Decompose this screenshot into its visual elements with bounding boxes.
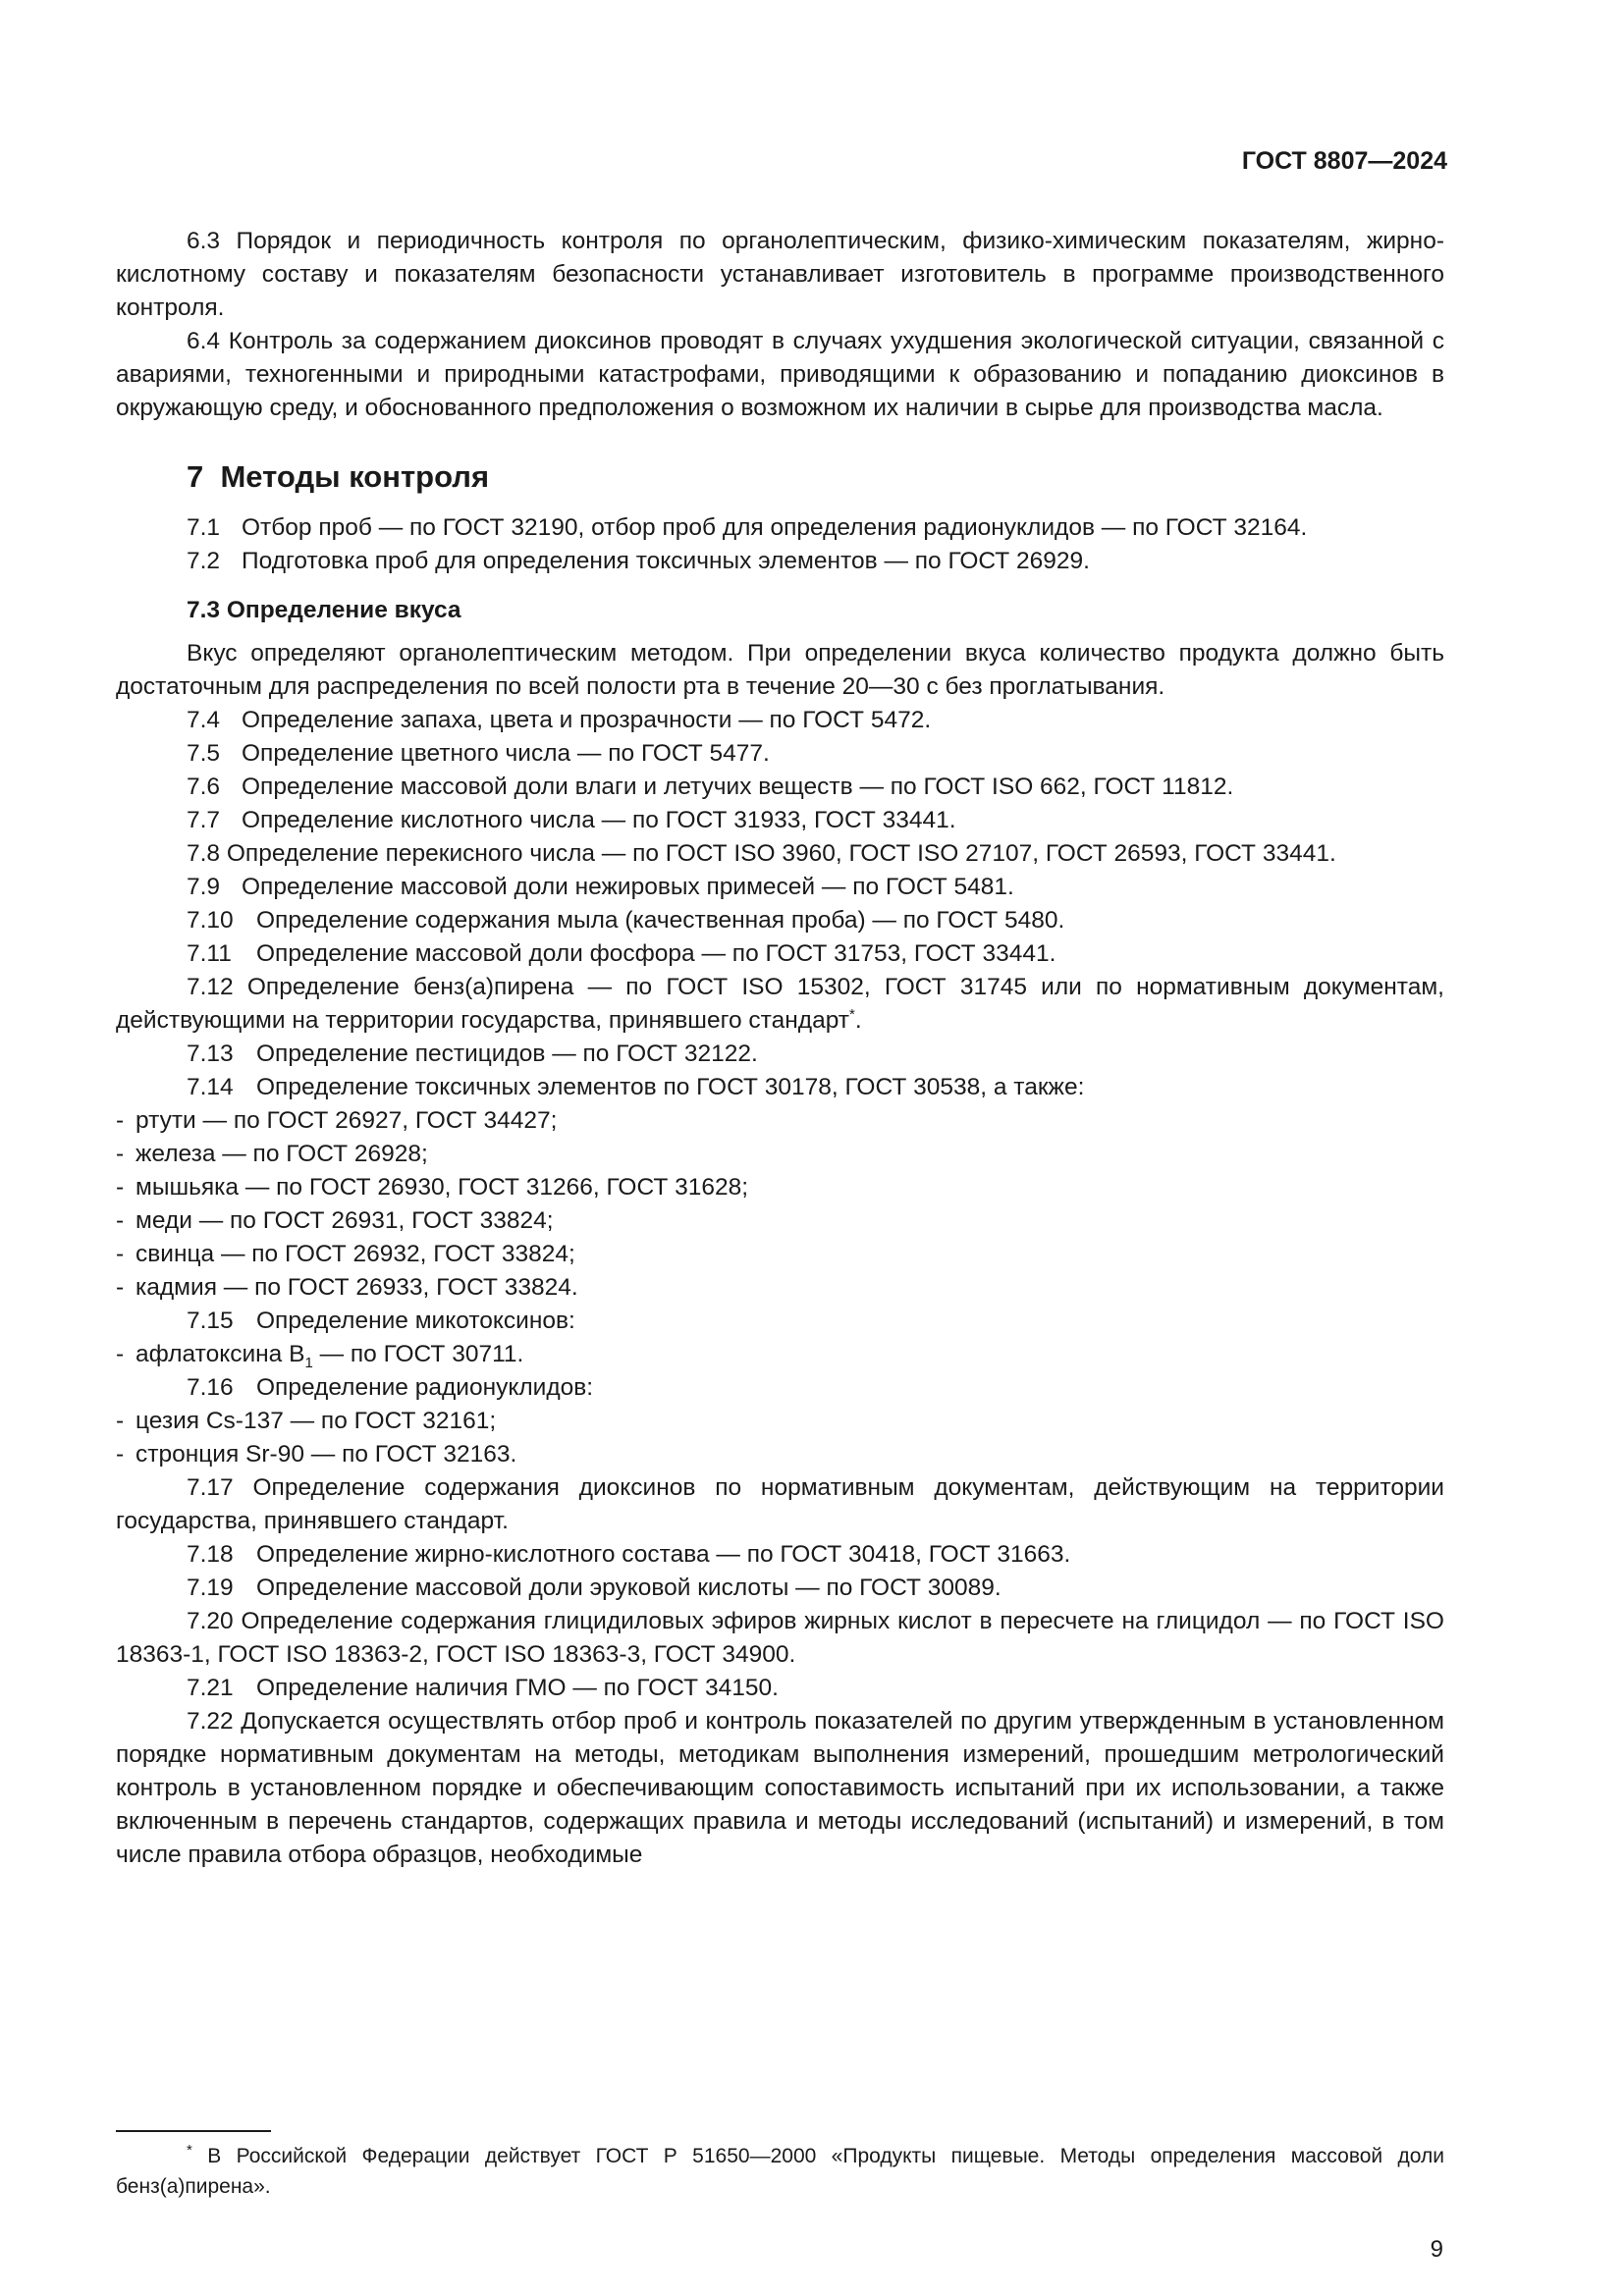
footnote-divider: [116, 2130, 271, 2132]
clause-7-8: 7.8 Определение перекисного числа — по ГОСТ ISO 3960, ГОСТ ISO 27107, ГОСТ 26593, ГОСТ 33441.: [187, 840, 1336, 867]
taste-paragraph: Вкус определяют органолептическим методом. При определении вкуса количество продукта должно быть достаточным для распределения по всей полости рта в течение 20—30 с без проглатывания.: [116, 640, 1444, 700]
section-title: Методы контроля: [220, 459, 490, 494]
clause-7-2: [116, 545, 1444, 578]
clause-7-6: [116, 771, 1444, 804]
clause-number: 7.4: [187, 707, 221, 733]
footnote-text: В Российской Федерации действует ГОСТ Р 51650—2000 «Продукты пищевые. Методы определения массовой доли бенз(а)пирена».: [116, 2145, 1444, 2198]
footnote-mark: *: [849, 1005, 855, 1023]
clause-7-9: [116, 871, 1444, 904]
section-heading: [187, 457, 1444, 497]
paragraph-6-3: 6.3 Порядок и периодичность контроля по органолептическим, физико-химическим показателям, жирно-кислотному составу и показателям безопасности устанавливает изготовитель в программе производственного контроля.: [116, 228, 1444, 321]
clause-number: 7.11: [187, 940, 232, 967]
clause-number: 7.13: [187, 1041, 234, 1067]
clause-text: Определение токсичных элементов по ГОСТ 30178, ГОСТ 30538, а также:: [256, 1074, 1085, 1100]
clause-number: 7.7: [187, 807, 221, 833]
body-text: [116, 225, 1444, 1872]
clause-7-20: 7.20 Определение содержания глицидиловых эфиров жирных кислот в пересчете на глицидол — по ГОСТ ISO 18363-1, ГОСТ ISO 18363-2, ГОСТ ISO 18363-3, ГОСТ 34900.: [116, 1608, 1444, 1668]
section-number: 7: [187, 459, 204, 494]
subsection-heading: 7.3 Определение вкуса: [187, 597, 461, 623]
clause-text: Определение кислотного числа — по ГОСТ 31933, ГОСТ 33441.: [242, 807, 956, 833]
clause-number: 7.19: [187, 1575, 234, 1601]
standard-designation: ГОСТ 8807—2024: [1241, 147, 1447, 175]
clause-7-7: [116, 804, 1444, 837]
clause-7-15: [116, 1305, 1444, 1338]
list-item: - кадмия — по ГОСТ 26933, ГОСТ 33824.: [116, 1274, 578, 1301]
footnote-mark: *: [187, 2142, 192, 2159]
clause-7-14: [116, 1071, 1444, 1104]
clause-text: Определение массовой доли фосфора — по ГОСТ 31753, ГОСТ 33441.: [256, 940, 1056, 967]
page-number: 9: [1430, 2236, 1443, 2263]
list-item: - свинца — по ГОСТ 26932, ГОСТ 33824;: [116, 1241, 575, 1267]
list-item: - цезия Cs-137 — по ГОСТ 32161;: [116, 1408, 497, 1434]
clause-text: Определение запаха, цвета и прозрачности — по ГОСТ 5472.: [242, 707, 932, 733]
clause-number: 7.18: [187, 1541, 234, 1568]
clause-number: 7.15: [187, 1308, 234, 1334]
list-item: - афлатоксина $B_1$ — по ГОСТ 30711.: [116, 1341, 524, 1371]
clause-7-5: [116, 737, 1444, 771]
paragraph-6-4: 6.4 Контроль за содержанием диоксинов проводят в случаях ухудшения экологической ситуации, связанной с авариями, техногенными и природными катастрофами, приводящими к образованию и попаданию диоксинов в окружающую среду, и обоснованного предположения о возможном их наличии в сырье для производства масла.: [116, 328, 1444, 421]
clause-number: 7.9: [187, 874, 221, 900]
clause-7-22: 7.22 Допускается осуществлять отбор проб и контроль показателей по другим утвержденным в установленном порядке нормативным документам на методы, методикам выполнения измерений, прошедшим метрологический контроль в установленном порядке и обеспечивающим сопоставимость испытаний при их использовании, а также включенным в перечень стандартов, содержащих правила и методы исследований (испытаний) и измерений, в том числе правила отбора образцов, необходимые: [116, 1708, 1444, 1868]
clause-number: 7.6: [187, 774, 221, 800]
clause-number: 7.2: [187, 548, 221, 574]
clause-7-12: [116, 971, 1444, 1038]
clause-7-10: [116, 904, 1444, 937]
list-item: - стронция Sr-90 — по ГОСТ 32163.: [116, 1441, 517, 1468]
clause-number: 7.16: [187, 1374, 234, 1401]
list-item: - железа — по ГОСТ 26928;: [116, 1141, 428, 1167]
clause-text: Подготовка проб для определения токсичных элементов — по ГОСТ 26929.: [242, 548, 1090, 574]
clause-7-1: [116, 511, 1444, 545]
clause-7-11: [116, 937, 1444, 971]
clause-7-4: [116, 704, 1444, 737]
clause-7-16: [116, 1371, 1444, 1405]
clause-text: Определение микотоксинов:: [256, 1308, 575, 1334]
clause-number: 7.10: [187, 907, 234, 934]
clause-7-19: [116, 1572, 1444, 1605]
list-item: - ртути — по ГОСТ 26927, ГОСТ 34427;: [116, 1107, 558, 1134]
clause-text: Определение массовой доли нежировых примесей — по ГОСТ 5481.: [242, 874, 1014, 900]
footnote: [116, 2141, 1444, 2202]
clause-text: Отбор проб — по ГОСТ 32190, отбор проб для определения радионуклидов — по ГОСТ 32164.: [242, 514, 1308, 541]
list-item: - мышьяка — по ГОСТ 26930, ГОСТ 31266, ГОСТ 31628;: [116, 1174, 749, 1201]
clause-7-13: [116, 1038, 1444, 1071]
clause-7-18: [116, 1538, 1444, 1572]
clause-number: 7.14: [187, 1074, 234, 1100]
clause-number: 7.5: [187, 740, 221, 767]
clause-text: Определение массовой доли эруковой кислоты — по ГОСТ 30089.: [256, 1575, 1001, 1601]
clause-text: Определение содержания мыла (качественная проба) — по ГОСТ 5480.: [256, 907, 1065, 934]
clause-7-21: [116, 1672, 1444, 1705]
clause-7-17: 7.17 Определение содержания диоксинов по нормативным документам, действующим на территории государства, принявшего стандарт.: [116, 1474, 1444, 1534]
clause-text: Определение цветного числа — по ГОСТ 5477.: [242, 740, 770, 767]
clause-number: 7.21: [187, 1675, 234, 1701]
clause-text: Определение радионуклидов:: [256, 1374, 594, 1401]
clause-text: Определение наличия ГМО — по ГОСТ 34150.: [256, 1675, 779, 1701]
clause-end: .: [854, 1007, 862, 1034]
clause-text: 7.12 Определение бенз(а)пирена — по ГОСТ ISO 15302, ГОСТ 31745 или по нормативным документам, действующими на территории государства, принявшего стандарт: [116, 974, 1444, 1034]
clause-text: Определение жирно-кислотного состава — по ГОСТ 30418, ГОСТ 31663.: [256, 1541, 1071, 1568]
clause-text: Определение массовой доли влаги и летучих веществ — по ГОСТ ISO 662, ГОСТ 11812.: [242, 774, 1234, 800]
clause-number: 7.1: [187, 514, 221, 541]
clause-text: Определение пестицидов — по ГОСТ 32122.: [256, 1041, 758, 1067]
list-item: - меди — по ГОСТ 26931, ГОСТ 33824;: [116, 1207, 554, 1234]
